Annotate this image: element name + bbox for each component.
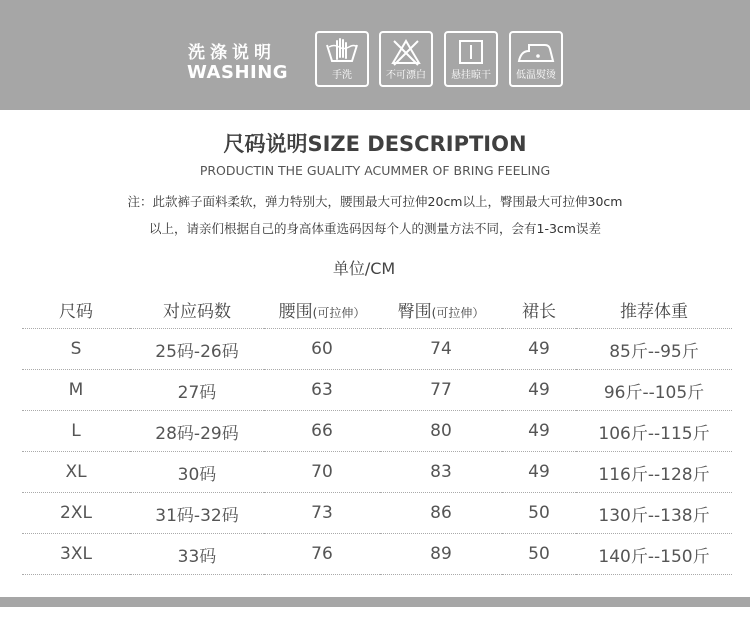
cell-hip: 74 <box>380 329 502 370</box>
hang-dry-label: 悬挂晾干 <box>451 70 491 81</box>
hand-wash-icon <box>317 35 367 69</box>
size-note-line-2: 以上，请亲们根据自己的身高体重选码因每个人的测量方法不同，会有1-3cm误差 <box>149 221 601 236</box>
table-header-row <box>22 290 732 329</box>
cell-code: 31码-32码 <box>130 493 264 534</box>
cell-waist: 66 <box>264 411 380 452</box>
washing-title-en: WASHING <box>187 62 289 83</box>
washing-title-zh: 洗涤说明 <box>188 43 276 63</box>
hang-dry-icon <box>446 35 496 69</box>
cell-size: M <box>22 370 130 411</box>
cell-size: 3XL <box>22 534 130 575</box>
cell-waist: 63 <box>264 370 380 411</box>
low-iron-icon <box>511 35 561 69</box>
no-bleach-icon <box>381 35 431 69</box>
header-waist: 腰围(可拉伸） <box>264 290 380 329</box>
cell-size: XL <box>22 452 130 493</box>
cell-waist: 76 <box>264 534 380 575</box>
cell-length: 49 <box>502 411 576 452</box>
table-row <box>22 329 732 370</box>
hang-dry-card <box>444 31 498 87</box>
cell-length: 49 <box>502 329 576 370</box>
size-title: 尺码说明SIZE DESCRIPTION <box>223 132 527 156</box>
cell-hip: 89 <box>380 534 502 575</box>
header-code: 对应码数 <box>130 290 264 329</box>
hand-wash-label: 手洗 <box>332 70 352 81</box>
cell-length: 49 <box>502 452 576 493</box>
header-weight: 推荐体重 <box>576 290 732 329</box>
table-row <box>22 411 732 452</box>
cell-size: 2XL <box>22 493 130 534</box>
low-iron-label: 低温熨烫 <box>516 70 556 81</box>
low-iron-card <box>509 31 563 87</box>
cell-weight: 116斤--128斤 <box>576 452 732 493</box>
cell-code: 30码 <box>130 452 264 493</box>
table-row <box>22 534 732 575</box>
size-note-line-1: 注：此款裤子面料柔软，弹力特别大，腰围最大可拉伸20cm以上，臀围最大可拉伸30cm <box>127 194 623 209</box>
cell-waist: 60 <box>264 329 380 370</box>
cell-length: 49 <box>502 370 576 411</box>
cell-code: 33码 <box>130 534 264 575</box>
table-row <box>22 452 732 493</box>
cell-hip: 86 <box>380 493 502 534</box>
size-unit: 单位/CM <box>332 259 396 278</box>
no-bleach-card <box>379 31 433 87</box>
cell-code: 27码 <box>130 370 264 411</box>
size-table <box>22 290 732 575</box>
cell-size: S <box>22 329 130 370</box>
header-hip: 臀围(可拉伸） <box>380 290 502 329</box>
size-subtitle: PRODUCTIN THE GUALITY ACUMMER OF BRING FEELING <box>199 163 551 178</box>
cell-hip: 80 <box>380 411 502 452</box>
washing-banner <box>0 0 750 110</box>
cell-waist: 70 <box>264 452 380 493</box>
header-size: 尺码 <box>22 290 130 329</box>
cell-weight: 106斤--115斤 <box>576 411 732 452</box>
cell-weight: 85斤--95斤 <box>576 329 732 370</box>
no-bleach-label: 不可漂白 <box>386 70 426 81</box>
header-length: 裙长 <box>502 290 576 329</box>
cell-hip: 83 <box>380 452 502 493</box>
hand-wash-card <box>315 31 369 87</box>
table-row <box>22 493 732 534</box>
cell-weight: 96斤--105斤 <box>576 370 732 411</box>
cell-code: 25码-26码 <box>130 329 264 370</box>
cell-length: 50 <box>502 534 576 575</box>
cell-code: 28码-29码 <box>130 411 264 452</box>
cell-waist: 73 <box>264 493 380 534</box>
table-row <box>22 370 732 411</box>
cell-size: L <box>22 411 130 452</box>
cell-hip: 77 <box>380 370 502 411</box>
cell-weight: 130斤--138斤 <box>576 493 732 534</box>
cell-weight: 140斤--150斤 <box>576 534 732 575</box>
bottom-bar <box>0 597 750 607</box>
cell-length: 50 <box>502 493 576 534</box>
